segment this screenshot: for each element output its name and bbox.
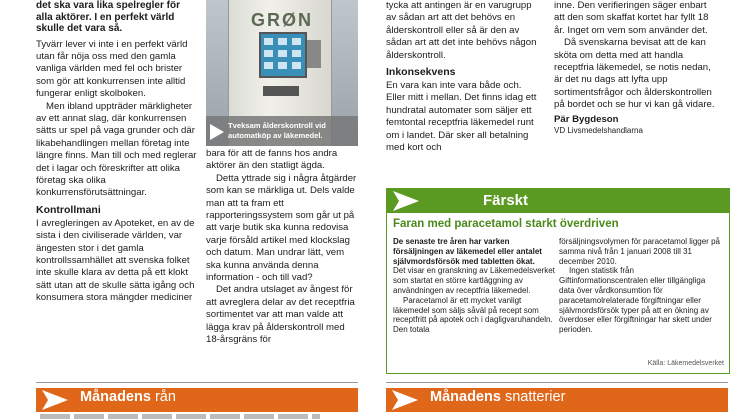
paragraph: Detta yttrade sig i några åtgärder som kan se märkliga ut. Dels valde man att ta fram ett rapporteringssystem som går ut på att varje butik ska kunna redovisa varje försåld artikel med klockslag och datum. Man undrar lätt, vem ska kunna använda denna information - och till vad? — [206, 172, 357, 284]
cut-off-text-line — [40, 414, 320, 419]
section-heading: Inkonsekvens — [386, 66, 456, 79]
paragraph: I avregleringen av Apoteket, en av de sista i den civiliserade världen, var ängesten stor i det gamla kontrollssamhället att svenska folket inte skulle klara av detta på ett klokt sätt utan att de skulle sätta igång och konsumera stora mängder mediciner — [36, 217, 195, 304]
farskt-header-bar — [387, 189, 729, 213]
dispense-slot — [263, 86, 299, 96]
paragraph: försäljningsvolymen för paracetamol ligger på samma nivå från 1 januari 2008 till 31 december 2010. — [559, 237, 720, 266]
arrow-icon — [392, 390, 418, 410]
manadens-ran-title: Månadens rån — [80, 389, 176, 405]
paragraph: Det visar en granskning av Läkemedelsverket som startat en större kartläggning av användningen av receptfria läkemedel. — [393, 266, 555, 295]
paragraph: tycka att antingen är en varugrupp av sådan art att det behövs en ålderskontroll eller så är den av sådan art att det inte behövs någon ålderskontroll. — [386, 0, 537, 61]
paragraph: Det andra utslaget av ångest för att avreglera delar av det receptfria sortimentet var att man valde att lägga krav på ålderskontroll med 18-årsgräns för — [206, 284, 355, 346]
article-column-1 — [36, 0, 198, 305]
intro-bold-text: det ska vara lika spelregler för alla aktörer. I en perfekt värld skulle det vara så. — [36, 0, 180, 34]
source-credit: Källa: Läkemedelsverket — [647, 359, 724, 367]
farskt-lead: De senaste tre åren har varken försäljningen av läkemedel eller antalet självmordsförsök med tabletten ökat. — [393, 237, 542, 266]
arrow-icon — [42, 390, 68, 410]
manadens-ran-bar — [36, 388, 358, 412]
divider — [36, 382, 358, 383]
paragraph: Men ibland uppträder märkligheter av ett annat slag, där konkurrensen sätts ur spel på vaga grunder och där likabehandlingen mellan företag inte längre finns. Man till och med reglerar det i lagar och föreskrifter att olika företag ska olika konkurrensförutsättningar. — [36, 100, 197, 199]
caption-text: Tveksam ålderskontroll vid automatköp av läkemedel. — [228, 121, 326, 140]
farskt-headline: Faran med paracetamol starkt överdriven — [393, 218, 619, 230]
article-column-4 — [554, 0, 716, 136]
manadens-snatterier-bar — [386, 388, 728, 412]
divider — [386, 382, 728, 383]
card-reader — [307, 40, 321, 68]
paragraph: Tyvärr lever vi inte i en perfekt värld utan får nöja oss med den gamla vanliga världen med fel och brister som gör att konkurrensen inte alltid fungerar enligt skolboken. — [36, 38, 188, 100]
photo-caption — [206, 116, 358, 146]
paragraph: Ingen statistik från Giftinformationscentralen eller tillgängliga data över vårdkonsumtion för paracetamolrelaterade förgiftningar eller självmordsförsök typer på att en ökning av överdoser eller förgiftningar har skett under perioden. — [559, 266, 712, 335]
paragraph: En vara kan inte vara både och. Eller mitt i mellan. Det finns idag ett hundratal automater som säljer ett femtontal receptfria läkemedel runt om i landet. Där sker all betalning med kort och — [386, 80, 537, 154]
paragraph: bara för att de fanns hos andra aktörer än den statligt ägda. — [206, 148, 338, 172]
vending-machine-photo — [206, 0, 358, 146]
signature-title: VD Livsmedelshandlarna — [554, 126, 643, 136]
farskt-label: Färskt — [483, 192, 529, 209]
section-heading: Kontrollmani — [36, 203, 101, 216]
paragraph: Paracetamol är ett mycket vanligt läkemedel som säljs såväl på recept som receptfritt på apotek och i dagligvaruhandeln. Den totala — [393, 295, 553, 335]
arrow-icon — [210, 124, 224, 140]
farskt-column-left — [393, 237, 555, 335]
touch-screen — [259, 32, 307, 78]
farskt-news-box — [386, 188, 730, 374]
farskt-column-right — [559, 237, 721, 335]
article-column-2 — [206, 148, 358, 347]
paragraph: Då svenskarna bevisat att de kan sköta om detta med att handla receptfria läkemedel, se notis nedan, är det nu dags att lyfta upp sortimentsfrågor och ålderskontrollen på bordet och se hur vi kan gå vidare. — [554, 37, 715, 111]
manadens-snatterier-title: Månadens snatterier — [430, 389, 566, 405]
arrow-icon — [393, 191, 419, 211]
signature-name: Pär Bygdeson — [554, 113, 619, 125]
article-column-3 — [386, 0, 538, 154]
paragraph: inne. Den verifieringen säger enbart att den som skaffat kortet har fyllt 18 år. Inget om vem som använder det. — [554, 0, 709, 36]
machine-logo: GRØN — [251, 10, 313, 30]
